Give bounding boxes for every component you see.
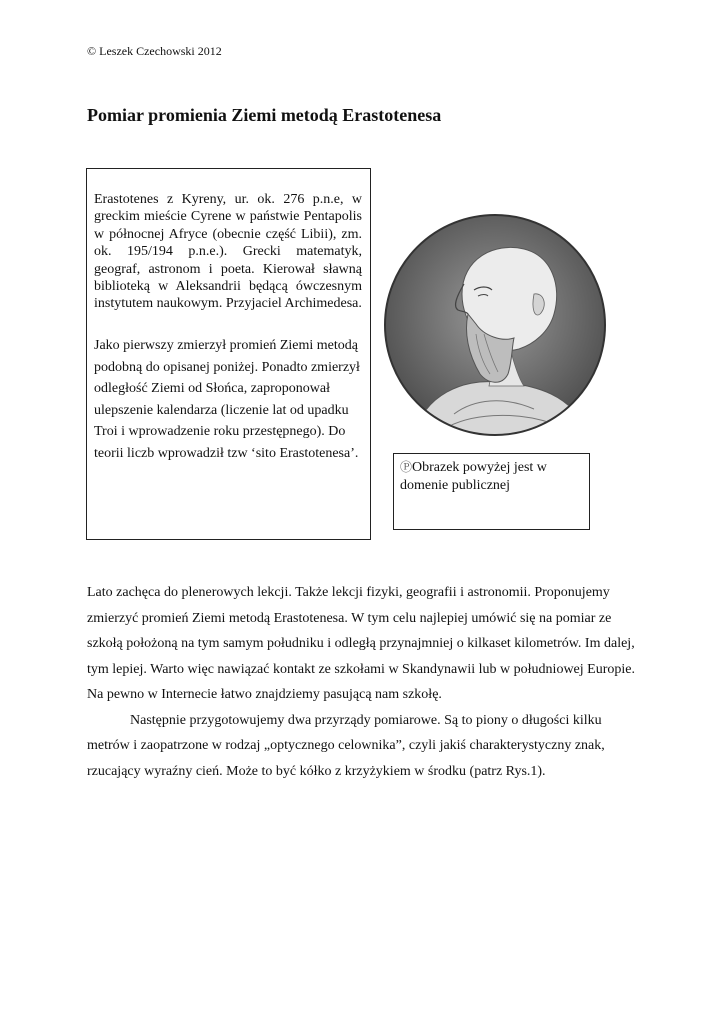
main-paragraph-1: Lato zachęca do plenerowych lekcji. Także lekcji fizyki, geografii i astronomii. Proponujemy zmierzyć promień Ziemi metodą Erastotenesa. W tym celu najlepiej umówić się na pomiar ze szkołą położoną na tym samym południku i odległą przynajmniej o kilkaset kilometrów. Im dalej, tym lepiej. Warto więc nawiązać kontakt ze szkołami w Skandynawii lub w południowej Europie. Na pewno w Internecie łatwo znajdziemy pasującą nam szkołę. <box>87 585 635 702</box>
eratosthenes-portrait <box>384 214 606 436</box>
image-credit-text: Obrazek powyżej jest w domenie publicznej <box>400 460 547 493</box>
public-domain-icon: Ⓟ <box>400 460 413 474</box>
image-credit-box <box>393 453 590 530</box>
biography-paragraph-2: Jako pierwszy zmierzył promień Ziemi metodą podobną do opisanej poniżej. Ponadto zmierzył odległość Ziemi od Słońca, zaproponował ulepszenie kalendarza (liczenie lat od upadku Troi i wprowadzenie roku przestępnego). Do teorii liczb wprowadził tzw ‘sito Erastotenesa’. <box>94 338 360 461</box>
page-title: Pomiar promienia Ziemi metodą Erastotenesa <box>87 105 442 125</box>
copyright-notice: © Leszek Czechowski 2012 <box>87 44 222 58</box>
biography-box <box>86 168 371 540</box>
main-paragraph-2: Następnie przygotowujemy dwa przyrządy pomiarowe. Są to piony o długości kilku metrów i zaopatrzone w rodzaj „optycznego celownika”, czyli jakiś charakterystyczny znak, rzucający wyraźny cień. Może to być kółko z krzyżykiem w środku (patrz Rys.1). <box>87 712 605 779</box>
biography-paragraph-1: Erastotenes z Kyreny, ur. ok. 276 p.n.e, w greckim mieście Cyrene w państwie Pentapolis w północnej Afryce (obecnie część Libii), zm. ok. 195/194 p.n.e.). Grecki matematyk, geograf, astronom i poeta. Kierował sławną biblioteką w Aleksandrii będącą ówczesnym instytutem naukowym. Przyjaciel Archimedesa. <box>94 192 362 312</box>
main-text <box>87 580 647 784</box>
